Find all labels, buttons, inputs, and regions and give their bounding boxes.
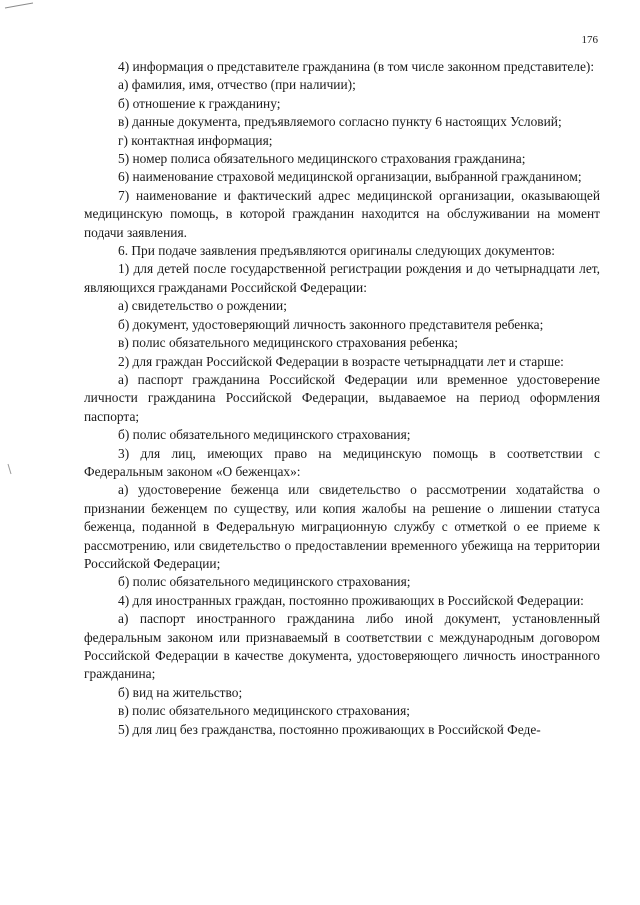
scan-artifact-mark (4, 2, 34, 10)
paragraph: б) отношение к гражданину; (118, 95, 281, 111)
paragraph: в) данные документа, предъявляемого согласно пункту 6 настоящих Условий; (118, 114, 562, 130)
paragraph: б) полис обязательного медицинского страхования; (118, 574, 411, 590)
paragraph: 7) наименование и фактический адрес медицинской организации, оказывающей медицинскую помощь, в которой гражданин находится на обслуживании на момент подачи заявления. (84, 187, 600, 240)
paragraph: а) фамилия, имя, отчество (при наличии); (118, 77, 356, 93)
paragraph: 2) для граждан Российской Федерации в возрасте четырнадцати лет и старше: (118, 353, 564, 369)
paragraph: б) документ, удостоверяющий личность законного представителя ребенка; (118, 316, 544, 332)
paragraph: 4) информация о представителе гражданина (в том числе законном представителе): (118, 59, 595, 74)
paragraph: а) свидетельство о рождении; (118, 298, 287, 314)
paragraph: б) вид на жительство; (118, 684, 243, 700)
paragraph: а) паспорт гражданина Российской Федерации или временное удостоверение личности гражданина Российской Федерации, выдаваемое на период оформления паспорта; (84, 371, 600, 424)
paragraph: г) контактная информация; (118, 132, 273, 148)
document-body (84, 58, 600, 739)
paragraph: в) полис обязательного медицинского страхования ребенка; (118, 335, 458, 351)
paragraph: 6) наименование страховой медицинской организации, выбранной гражданином; (118, 169, 582, 185)
paragraph: а) паспорт иностранного гражданина либо иной документ, установленный федеральным законом или признаваемый в соответствии с международным договором Российской Федерации в качестве документа, удостоверяющего личность иностранного гражданина; (84, 611, 600, 682)
paragraph: 3) для лиц, имеющих право на медицинскую помощь в соответствии с Федеральным законом «О беженцах»: (84, 445, 600, 479)
paragraph: а) удостоверение беженца или свидетельство о рассмотрении ходатайства о признании беженцем по существу, или копия жалобы на решение о лишении статуса беженца, поданной в Федеральную миграционную службу с отметкой о ее приеме к рассмотрению, или свидетельство о предоставлении временного убежища на территории Российской Федерации; (84, 482, 600, 571)
paragraph: 5) номер полиса обязательного медицинского страхования гражданина; (118, 151, 526, 167)
paragraph: 5) для лиц без гражданства, постоянно проживающих в Российской Феде- (118, 721, 541, 737)
page-number: 176 (581, 34, 598, 46)
paragraph: 6. При подаче заявления предъявляются оригиналы следующих документов: (118, 243, 556, 259)
paragraph: 1) для детей после государственной регистрации рождения и до четырнадцати лет, являющихся гражданами Российской Федерации: (84, 261, 600, 295)
paragraph: 4) для иностранных граждан, постоянно проживающих в Российской Федерации: (118, 592, 584, 608)
paragraph: в) полис обязательного медицинского страхования; (118, 703, 410, 719)
paragraph: б) полис обязательного медицинского страхования; (118, 427, 411, 443)
scan-margin-mark (6, 462, 14, 476)
